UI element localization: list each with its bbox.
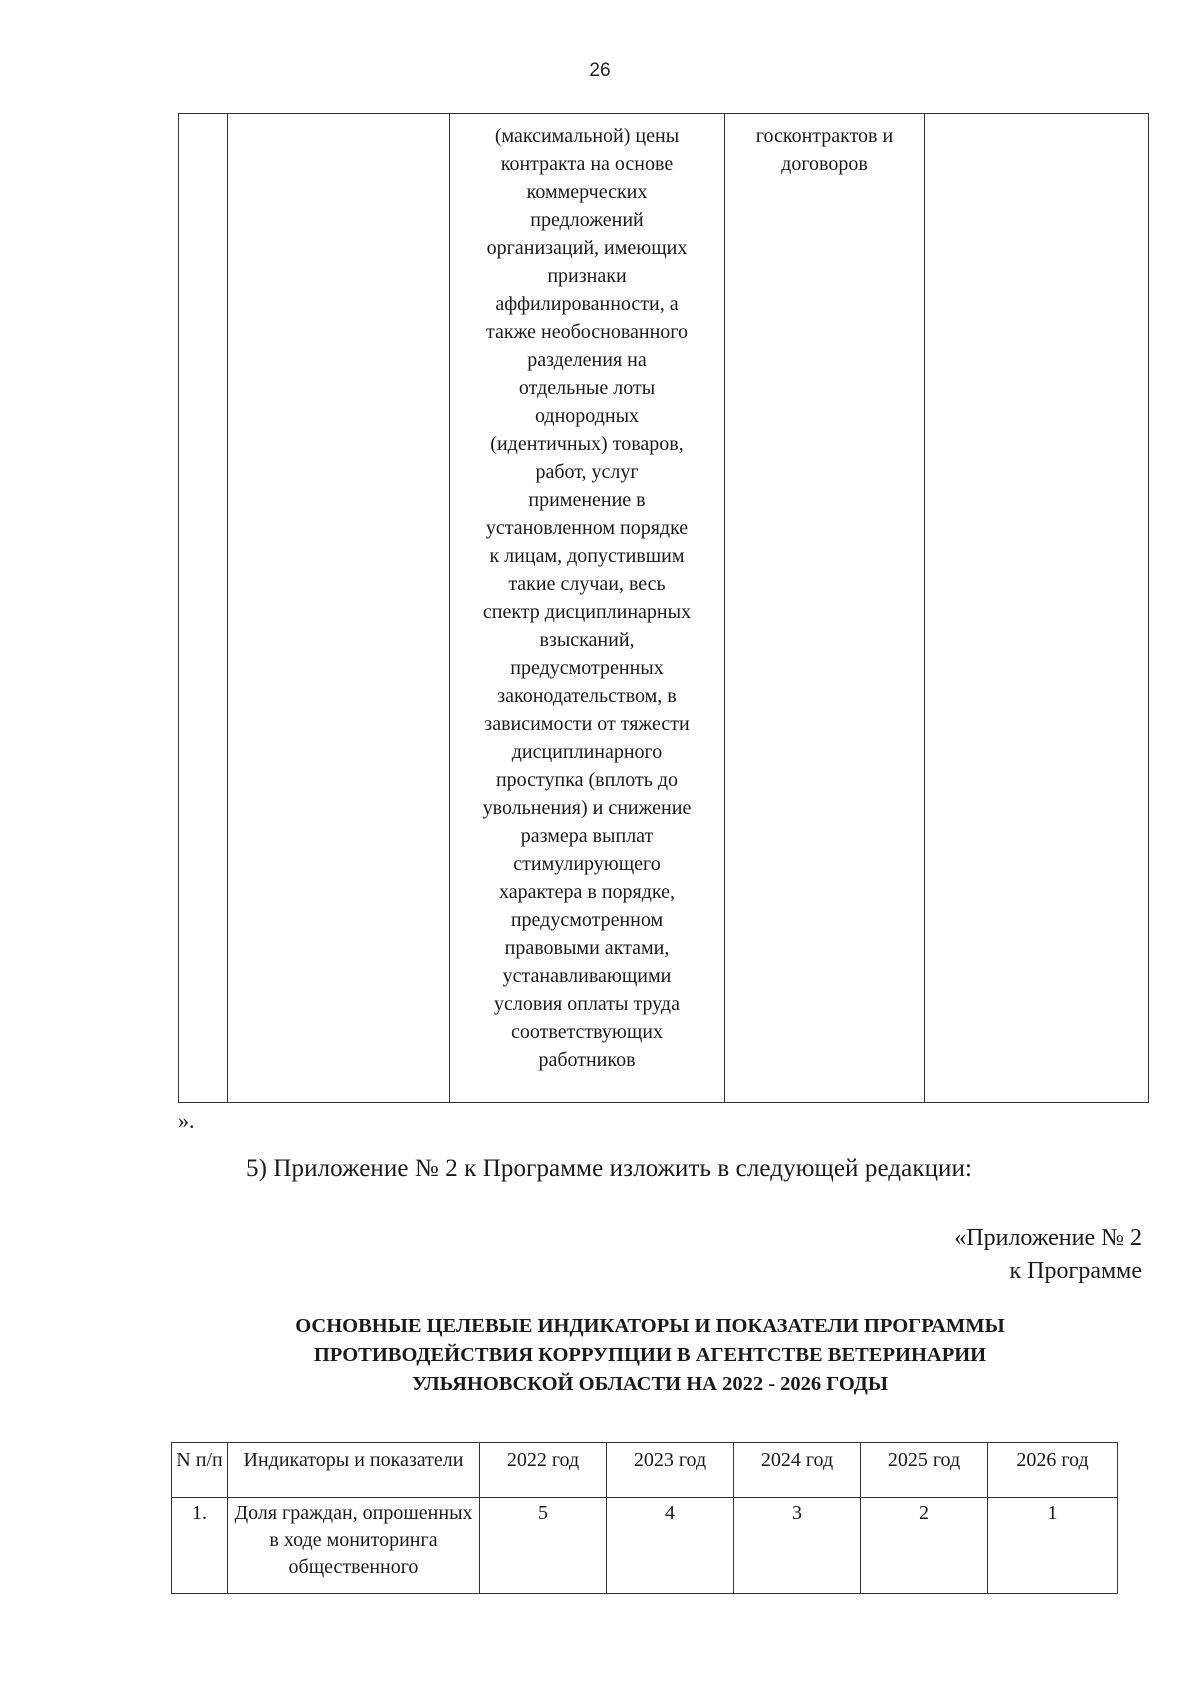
measure-line: предусмотренном <box>510 909 664 931</box>
measure-line: взысканий, <box>539 629 635 651</box>
heading-line-2: ПРОТИВОДЕЙСТВИЯ КОРРУПЦИИ В АГЕНТСТВЕ ВЕТЕРИНАРИИ <box>313 1344 987 1366</box>
measure-line: размера выплат <box>520 825 654 847</box>
measure-line: работ, услуг <box>535 461 639 483</box>
measure-line: характера в порядке, <box>498 881 676 903</box>
result-line: госконтрактов и <box>755 125 894 147</box>
measure-line: работников <box>538 1049 636 1071</box>
measure-line: разделения на <box>527 349 647 371</box>
measure-line: предусмотренных <box>510 657 664 679</box>
measure-line: отдельные лоты <box>518 377 656 399</box>
amendment-instruction: 5) Приложение № 2 к Программе изложить в следующей редакции: <box>246 1155 973 1182</box>
measure-description-text <box>450 114 724 1074</box>
measure-line: установленном порядке <box>485 517 689 539</box>
closing-quote: ». <box>178 1108 195 1133</box>
row-indicator: Доля граждан, опрошенных в ходе мониторинга общественного <box>228 1498 480 1594</box>
measure-line: дисциплинарного <box>511 741 663 763</box>
indicators-table <box>171 1442 1118 1594</box>
row-value-2023: 4 <box>607 1498 734 1594</box>
row-value-2026: 1 <box>988 1498 1118 1594</box>
heading-line-1: ОСНОВНЫЕ ЦЕЛЕВЫЕ ИНДИКАТОРЫ И ПОКАЗАТЕЛИ ПРОГРАММЫ <box>295 1315 1005 1337</box>
measure-line: правовыми актами, <box>504 937 670 959</box>
header-2022: 2022 год <box>480 1443 607 1498</box>
cell-expected-result <box>725 114 925 1103</box>
heading-line-3: УЛЬЯНОВСКОЙ ОБЛАСТИ НА 2022 - 2026 ГОДЫ <box>412 1373 888 1395</box>
table-row <box>172 1498 1118 1594</box>
cell-measure-description <box>450 114 725 1103</box>
measure-line: стимулирующего <box>513 853 661 875</box>
measure-line: устанавливающими <box>502 965 672 987</box>
row-value-2022: 5 <box>480 1498 607 1594</box>
row-value-2024: 3 <box>734 1498 861 1594</box>
measures-table <box>178 113 1149 1103</box>
measure-line: законодательством, в <box>497 685 677 707</box>
cell-number <box>179 114 228 1103</box>
measure-line: (идентичных) товаров, <box>490 433 684 455</box>
measure-line: также необоснованного <box>485 321 688 343</box>
header-2025: 2025 год <box>861 1443 988 1498</box>
section-heading <box>180 1312 1120 1399</box>
row-num: 1. <box>172 1498 228 1594</box>
measure-line: применение в <box>528 489 646 511</box>
result-line: договоров <box>781 153 868 175</box>
header-2023: 2023 год <box>607 1443 734 1498</box>
measure-line: проступка (вплоть до <box>495 769 679 791</box>
indicators-header-row <box>172 1443 1118 1498</box>
measure-line: аффилированности, а <box>495 293 679 315</box>
measure-line: однородных <box>534 405 640 427</box>
row-value-2025: 2 <box>861 1498 988 1594</box>
header-indicator: Индикаторы и показатели <box>228 1443 480 1498</box>
measures-table-row <box>179 114 1149 1103</box>
measure-line: спектр дисциплинарных <box>482 601 692 623</box>
measure-line: к лицам, допустившим <box>489 545 685 567</box>
measure-line: коммерческих <box>526 181 648 203</box>
cell-responsible <box>925 114 1149 1103</box>
appendix-line-2: к Программе <box>1009 1258 1142 1284</box>
header-2026: 2026 год <box>988 1443 1118 1498</box>
cell-measure-name <box>228 114 450 1103</box>
measure-line: (максимальной) цены <box>494 125 680 147</box>
appendix-line-1: «Приложение № 2 <box>954 1225 1142 1251</box>
measure-line: условия оплаты труда <box>494 993 680 1015</box>
header-num: N п/п <box>172 1443 228 1498</box>
measure-line: соответствующих <box>511 1021 663 1043</box>
measure-line: признаки <box>547 265 627 287</box>
measure-line: зависимости от тяжести <box>484 713 690 735</box>
measure-line: такие случаи, весь <box>508 573 666 595</box>
appendix-caption <box>954 1222 1142 1288</box>
measure-line: организаций, имеющих <box>486 237 688 259</box>
page-number: 26 <box>589 60 611 81</box>
measure-line: предложений <box>530 209 644 231</box>
measure-line: увольнения) и снижение <box>482 797 692 819</box>
header-2024: 2024 год <box>734 1443 861 1498</box>
expected-result-text <box>725 114 924 178</box>
measure-line: контракта на основе <box>500 153 674 175</box>
